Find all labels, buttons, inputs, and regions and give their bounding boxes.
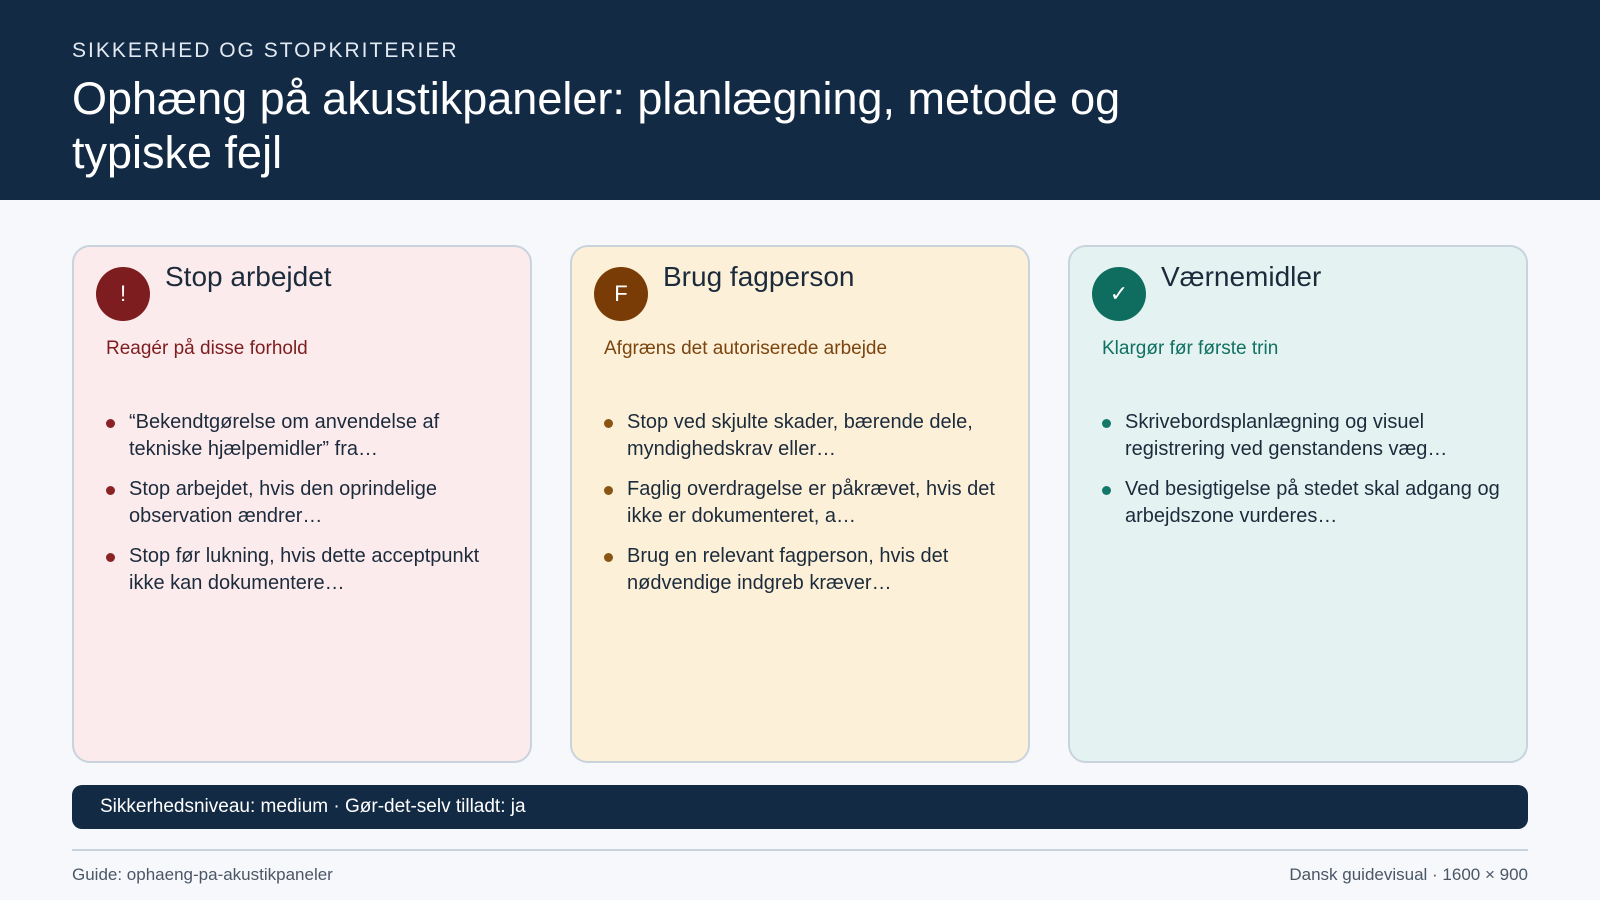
list-item — [1100, 476, 1504, 530]
list-item-text: Stop ved skjulte skader, bærende dele, myndighedskrav eller… — [627, 411, 973, 460]
bullet-dot-icon — [1102, 486, 1111, 495]
bullet-dot-icon — [604, 419, 613, 428]
card-title: Værnemidler — [1161, 261, 1322, 292]
bullet-list — [104, 409, 508, 597]
card-header — [1092, 261, 1504, 321]
footer-guide-slug: Guide: ophaeng-pa-akustikpaneler — [72, 865, 333, 884]
footer-divider — [72, 849, 1528, 851]
card-title: Stop arbejdet — [165, 261, 332, 292]
professional-letter-icon: F — [594, 267, 648, 321]
list-item — [1100, 409, 1504, 463]
bullet-list — [602, 409, 1006, 597]
list-item — [602, 476, 1006, 530]
bullet-dot-icon — [604, 553, 613, 562]
page-title: Ophæng på akustikpaneler: planlægning, metode og typiske fejl — [72, 73, 1121, 178]
card-row — [72, 245, 1528, 763]
header-banner — [0, 0, 1600, 200]
list-item — [104, 476, 508, 530]
list-item — [104, 409, 508, 463]
checkmark-icon: ✓ — [1092, 267, 1146, 321]
list-item-text: “Bekendtgørelse om anvendelse af tekniske hjælpemidler” fra… — [129, 411, 440, 460]
list-item-text: Ved besigtigelse på stedet skal adgang og arbejdszone vurderes… — [1125, 478, 1500, 527]
bullet-list — [1100, 409, 1504, 530]
list-item-text: Skrivebordsplanlægning og visuel registrering ved genstandens væg… — [1125, 411, 1448, 460]
list-item — [602, 543, 1006, 597]
card-header — [96, 261, 508, 321]
card-stop-work — [72, 245, 532, 763]
card-protective-gear — [1068, 245, 1528, 763]
card-header — [594, 261, 1006, 321]
warning-icon: ! — [96, 267, 150, 321]
card-subtitle: Afgræns det autoriserede arbejde — [604, 338, 888, 359]
list-item-text: Faglig overdragelse er påkrævet, hvis det ikke er dokumenteret, a… — [627, 478, 995, 527]
card-subtitle: Klargør før første trin — [1102, 338, 1279, 359]
footer-format-label: Dansk guidevisual · 1600 × 900 — [1289, 865, 1528, 884]
list-item — [104, 543, 508, 597]
list-item — [602, 409, 1006, 463]
section-eyebrow: SIKKERHED OG STOPKRITERIER — [72, 39, 459, 62]
list-item-text: Brug en relevant fagperson, hvis det nødvendige indgreb kræver… — [627, 545, 949, 594]
bullet-dot-icon — [1102, 419, 1111, 428]
bullet-dot-icon — [106, 486, 115, 495]
bullet-dot-icon — [604, 486, 613, 495]
list-item-text: Stop arbejdet, hvis den oprindelige observation ændrer… — [129, 478, 437, 527]
safety-status-bar: Sikkerhedsniveau: medium · Gør-det-selv tilladt: ja — [72, 785, 1528, 829]
bullet-dot-icon — [106, 419, 115, 428]
card-subtitle: Reagér på disse forhold — [106, 338, 308, 359]
card-title: Brug fagperson — [663, 261, 855, 292]
card-professional — [570, 245, 1030, 763]
list-item-text: Stop før lukning, hvis dette acceptpunkt ikke kan dokumentere… — [129, 545, 480, 594]
bullet-dot-icon — [106, 553, 115, 562]
